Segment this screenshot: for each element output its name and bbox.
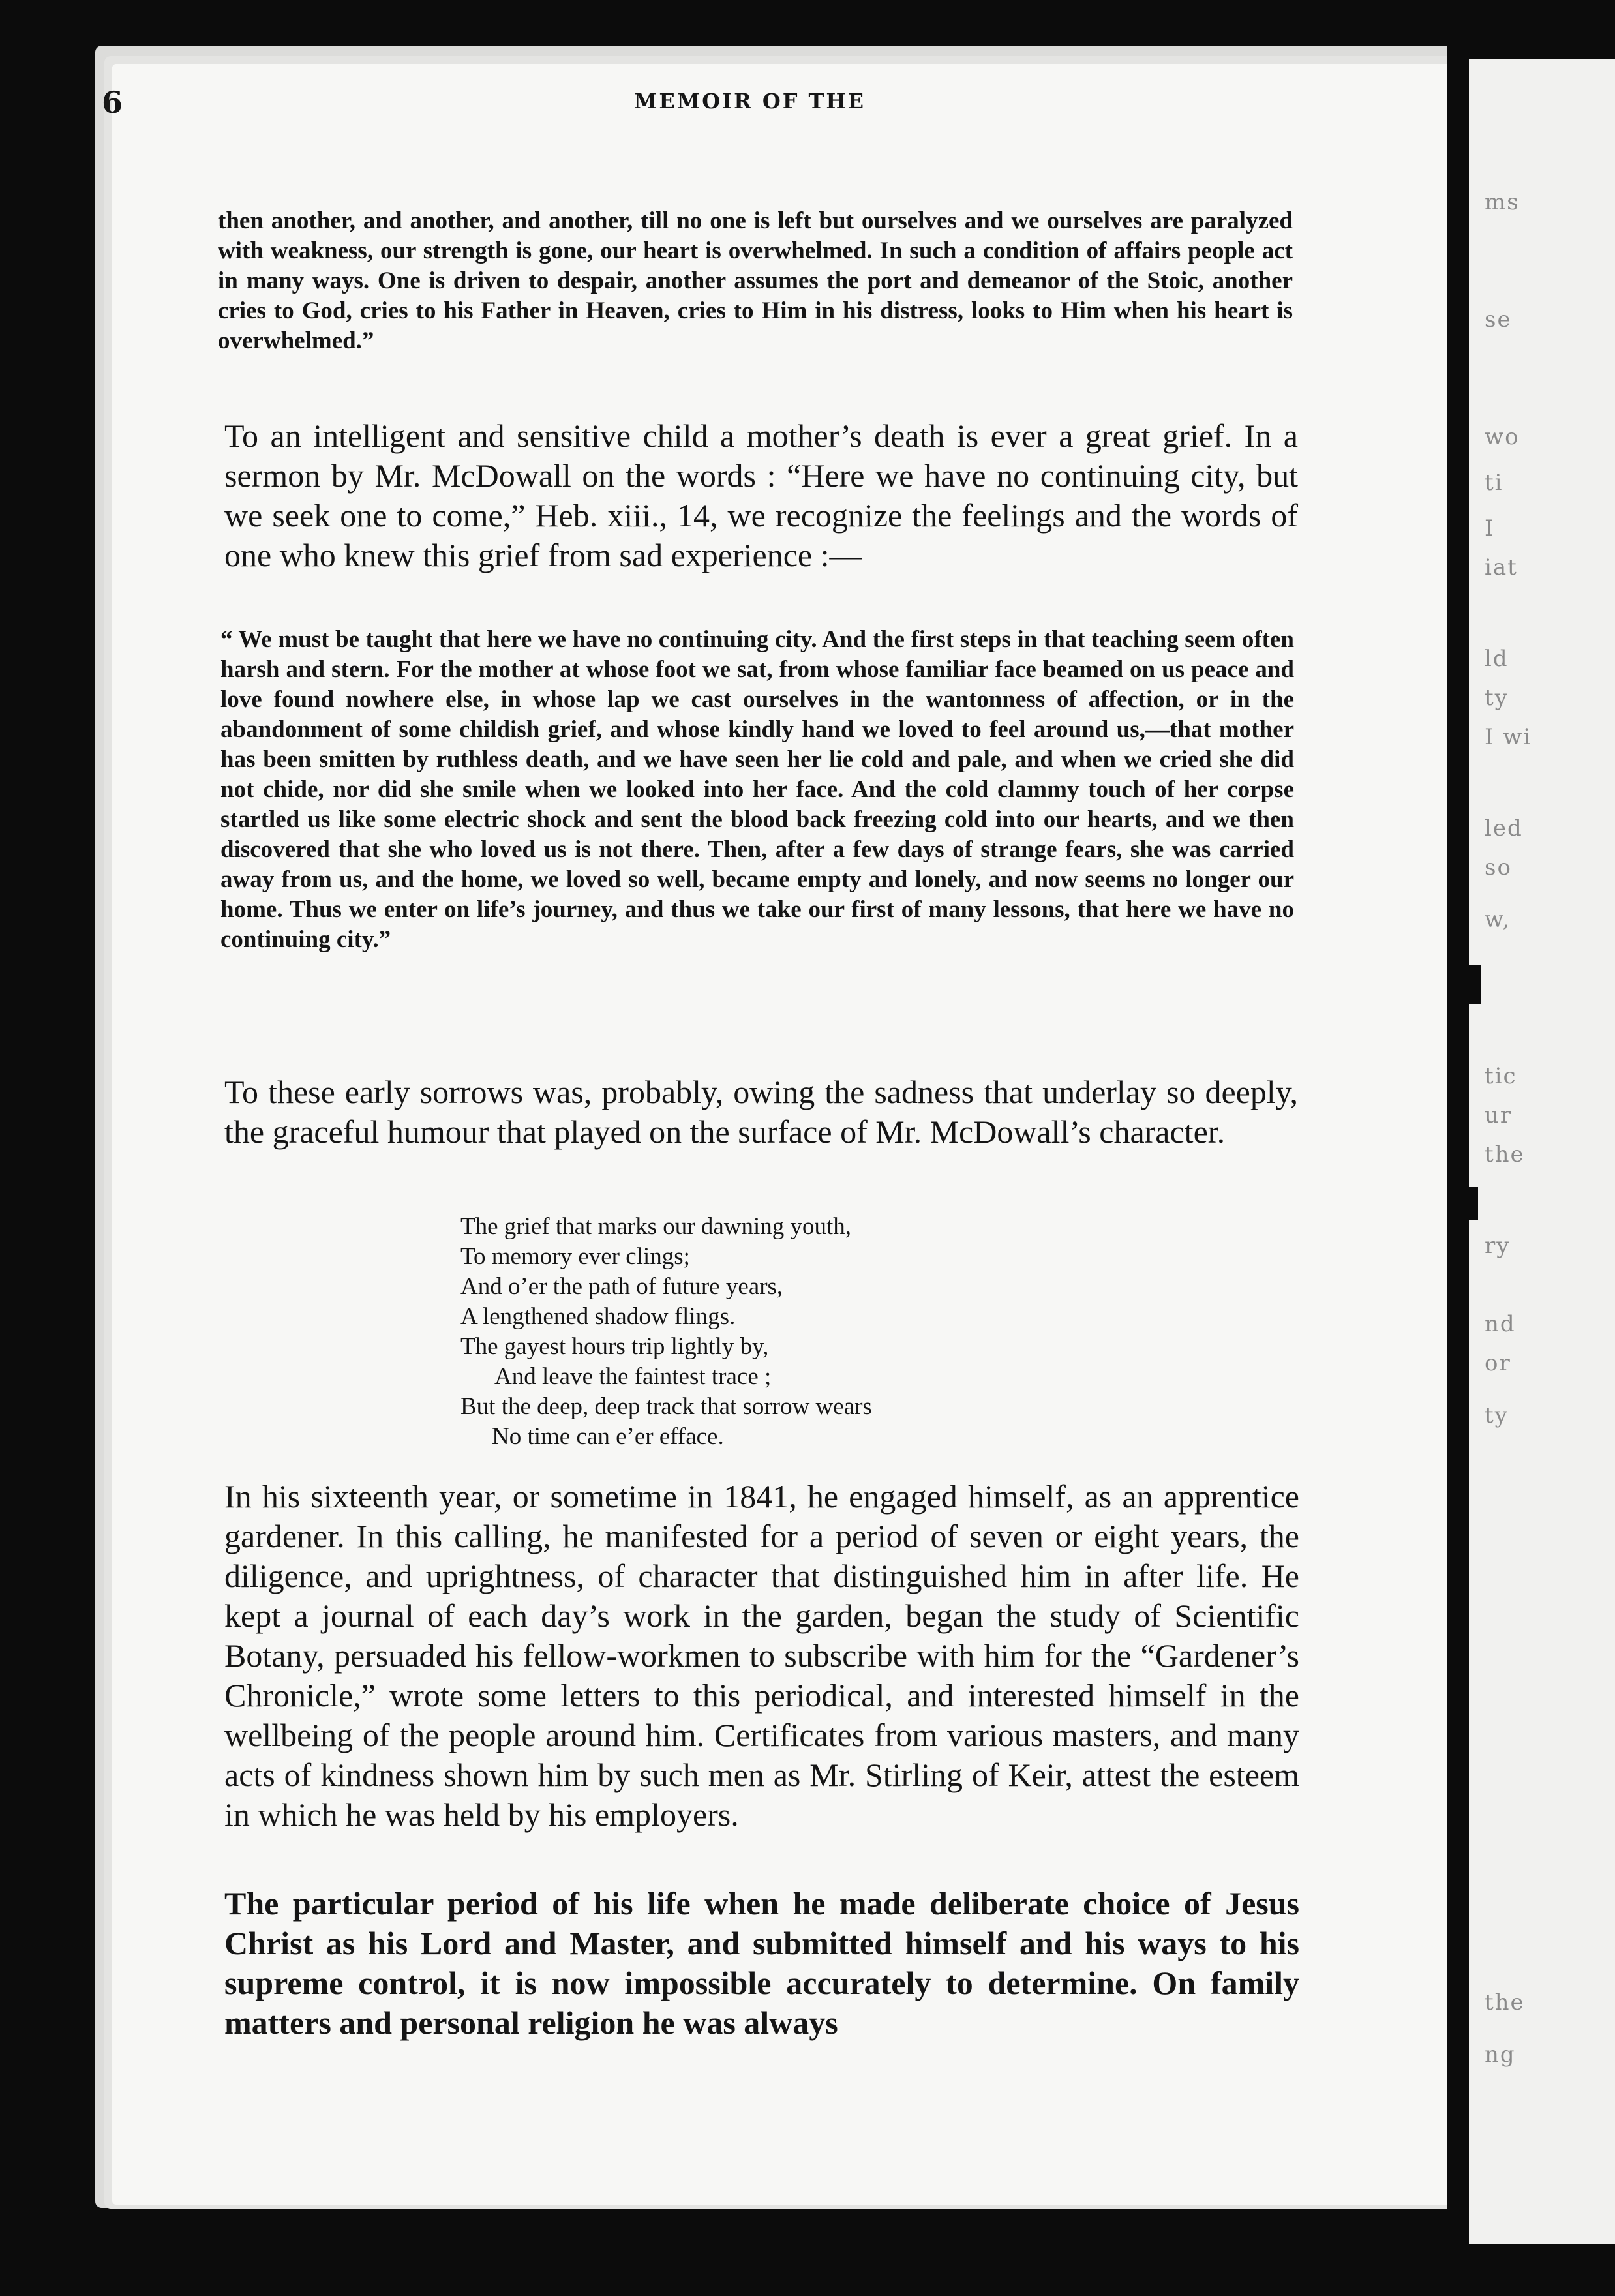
facing-fragment: nd (1485, 1311, 1516, 1337)
facing-fragment: tic (1485, 1063, 1517, 1089)
facing-fragment: ld (1485, 646, 1509, 672)
paragraph-apprentice-gardener: In his sixteenth year, or sometime in 1841, he engaged himself, as an apprentice gardener. In this calling, he manifested for a period of seven or eight years, the diligence, and uprightness, of character that distinguished him in after life. He kept a journal of each day’s work in the garden, began the study of Scientific Botany, persuaded his fellow-workmen to subscribe with him for the “Gardener’s Chronicle,” wrote some letters to this periodical, and interested himself in the wellbeing of the people around him. Certificates from various masters, and many acts of kindness shown him by such men as Mr. Stirling of Keir, attest the esteem in which he was held by his employers. (224, 1478, 1299, 1833)
facing-fragment: wo (1485, 424, 1520, 450)
page-number: 6 (102, 85, 123, 120)
facing-fragment: the (1485, 1989, 1525, 2016)
facing-fragment: ur (1485, 1102, 1513, 1128)
facing-fragment: I wi (1485, 724, 1532, 750)
facing-fragment: ng (1485, 2042, 1516, 2068)
facing-fragment: iat (1485, 554, 1518, 581)
verse-line: A lengthened shadow flings. (460, 1303, 736, 1330)
verse-block (460, 1212, 1113, 1452)
running-head: MEMOIR OF THE (634, 89, 866, 113)
facing-fragment: I (1485, 515, 1495, 541)
facing-fragment: w, (1485, 907, 1511, 933)
paragraph-mothers-death: To an intelligent and sensitive child a mother’s death is ever a great grief. In a sermon by Mr. McDowall on the words : “Here we have no continuing city, but we seek one to come,” Heb. xiii., 14, we recognize the feelings and the words of one who knew this grief from sad experience :— (224, 417, 1298, 573)
sermon-quote: “ We must be taught that here we have no continuing city. And the first steps in that teaching seem often harsh and stern. For the mother at whose foot we sat, from whose familiar face beamed on us peace and love found nowhere else, in whose lap we cast ourselves in the wantonness of affection, or in the abandonment of some childish grief, and whose kindly hand we loved to feel around us,—that mother has been smitten by ruthless death, and we have seen her lie cold and pale, and when we cried she did not chide, nor did she smile when we looked into her face. And the cold clammy touch of her corpse startled us like some electric shock and sent the blood back freezing cold into our hearts, and we then discovered that she who loved us is not there. Then, after a few days of strange fears, she was carried away from us, and the home, we loved so well, became empty and lonely, and now seems no longer our home. Thus we enter on life’s journey, and thus we take our first of many lessons, that here we have no continuing city.” (220, 626, 1294, 953)
quote-continuation: then another, and another, and another, till no one is left but ourselves and we ourselves are paralyzed with weakness, our strength is gone, our heart is overwhelmed. In such a condition of affairs people act in many ways. One is driven to despair, another assumes the port and demeanor of the Stoic, another cries to God, cries to his Father in Heaven, cries to Him in his distress, looks to Him when his heart is overwhelmed.” (218, 207, 1293, 354)
verse-line: To memory ever clings; (460, 1243, 690, 1270)
scan-artifact (1464, 965, 1481, 1004)
verse-line: No time can e’er efface. (492, 1423, 724, 1450)
facing-fragment: led (1485, 815, 1523, 841)
verse-line: And o’er the path of future years, (460, 1273, 783, 1300)
facing-fragment: ry (1485, 1233, 1511, 1259)
facing-fragment: se (1485, 307, 1512, 333)
verse-line: And leave the faintest trace ; (494, 1363, 772, 1390)
scan-artifact (1458, 1187, 1478, 1220)
facing-fragment: ti (1485, 470, 1503, 496)
facing-fragment: ms (1485, 189, 1520, 215)
facing-fragment: or (1485, 1350, 1511, 1376)
facing-fragment: so (1485, 854, 1512, 881)
facing-fragment: the (1485, 1141, 1525, 1168)
verse-line: The gayest hours trip lightly by, (460, 1333, 769, 1360)
verse-line: The grief that marks our dawning youth, (460, 1213, 852, 1240)
facing-page-edge (1469, 59, 1615, 2244)
paragraph-choice-of-christ: The particular period of his life when he made deliberate choice of Jesus Christ as his Lord and Master, and submitted himself and his ways to his supreme control, it is now impossible accurately to determine. On family matters and personal religion he was always (224, 1885, 1299, 2041)
facing-fragment: ty (1485, 685, 1509, 711)
paragraph-early-sorrows: To these early sorrows was, probably, owing the sadness that underlay so deeply, the graceful humour that played on the surface of Mr. McDowall’s character. (224, 1074, 1298, 1150)
verse-line: But the deep, deep track that sorrow wears (460, 1393, 872, 1420)
facing-fragment: ty (1485, 1402, 1509, 1428)
